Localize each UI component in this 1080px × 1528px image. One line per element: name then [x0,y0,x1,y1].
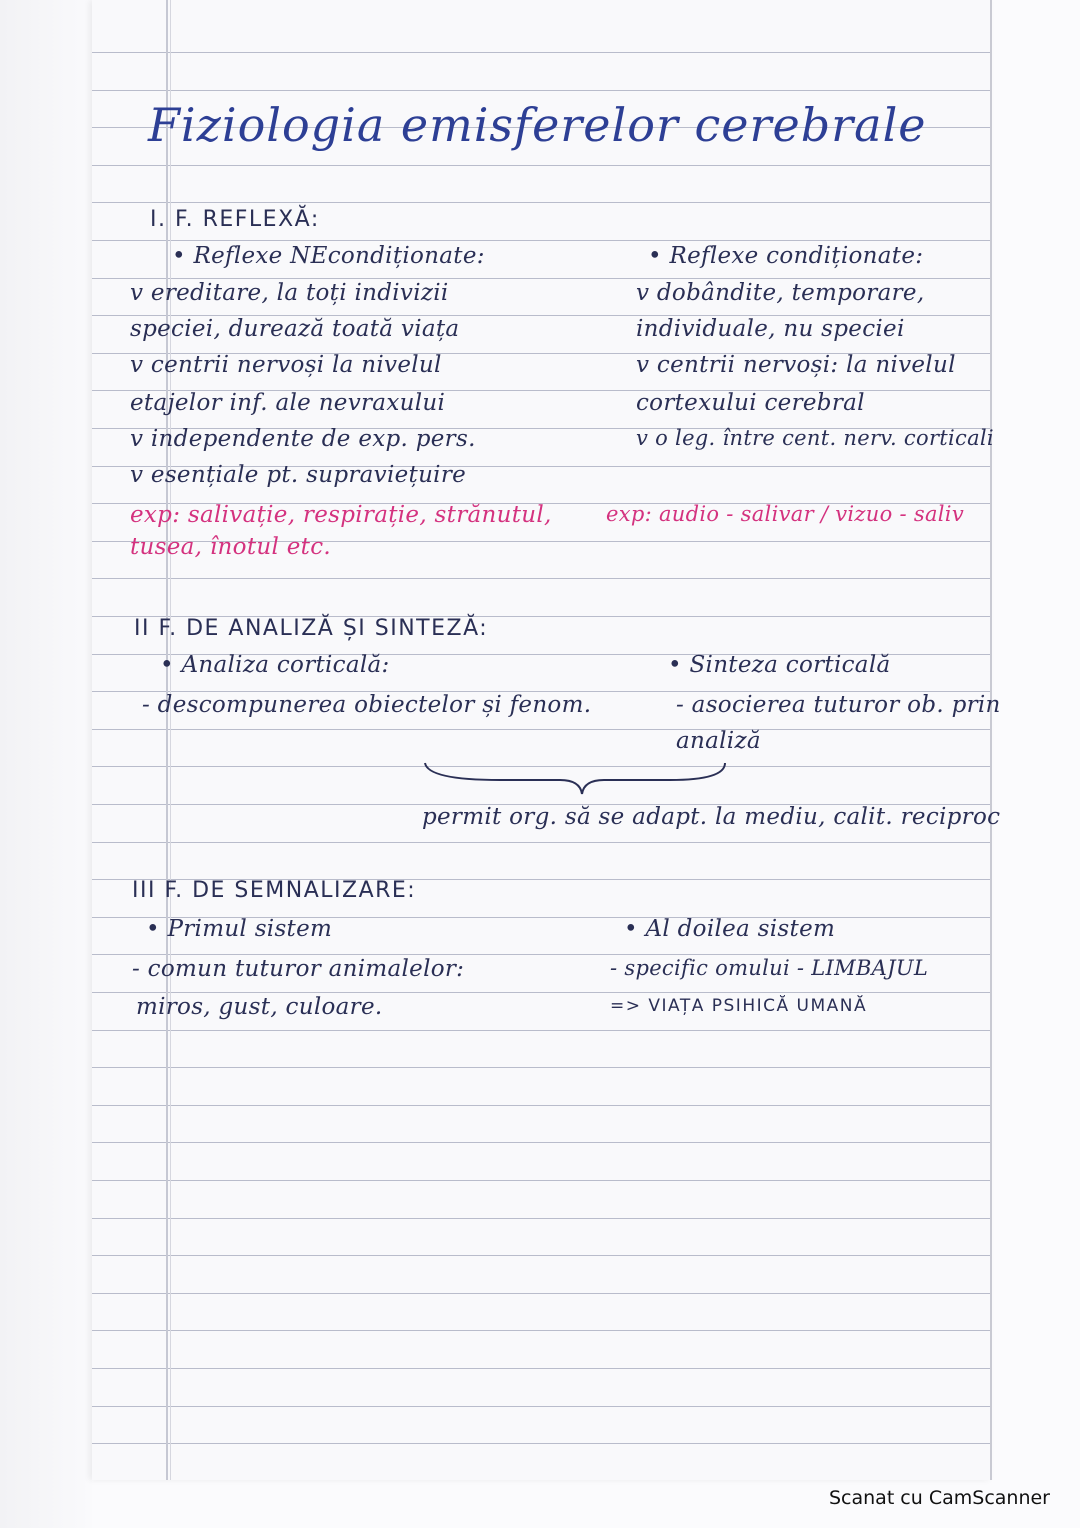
ruled-line [92,240,992,241]
ruled-line [92,1142,992,1143]
section3-right-line: - specific omului - LIMBAJUL [610,956,929,980]
section3-heading: III F. DE SEMNALIZARE: [132,878,417,903]
section3-right-title: • Al doilea sistem [624,916,836,942]
ruled-line [92,90,992,91]
section1-heading: I. F. REFLEXĂ: [150,207,320,232]
section2-right-title: • Sinteza corticală [668,652,891,678]
section1-left-example: tusea, înotul etc. [130,534,331,560]
ruled-line [92,1330,992,1331]
section1-left-line: v ereditare, la toți indivizii [130,280,449,306]
section2-heading: II F. DE ANALIZĂ ȘI SINTEZĂ: [134,616,489,641]
section1-left-line: v independente de exp. pers. [130,426,476,452]
ruled-line [92,1443,992,1444]
ruled-line [92,1180,992,1181]
section1-right-line: v centrii nervoși: la nivelul [636,352,956,378]
section1-left-title: • Reflexe NEcondiționate: [172,243,485,269]
ruled-line [92,992,992,993]
section3-left-title: • Primul sistem [146,916,333,942]
ruled-line [92,578,992,579]
ruled-line [92,202,992,203]
section1-left-line: speciei, durează toată viața [130,316,460,342]
section1-right-line: v o leg. între cent. nerv. corticali [636,426,994,450]
section1-right-line: cortexului cerebral [636,390,865,416]
section2-left-title: • Analiza corticală: [160,652,390,678]
section3-left-line: - comun tuturor animalelor: [132,956,465,982]
section1-left-line: v centrii nervoși la nivelul [130,352,442,378]
ruled-line [92,729,992,730]
section2-left-line: - descompunerea obiectelor și fenom. [142,692,592,718]
section2-right-line: analiză [676,728,761,754]
ruled-line [92,278,992,279]
ruled-line [92,1255,992,1256]
ruled-line [92,165,992,166]
scanner-watermark: Scanat cu CamScanner [828,1487,1050,1509]
ruled-line [92,1030,992,1031]
section2-right-line: - asocierea tuturor ob. prin [676,692,1001,718]
ruled-line [92,1368,992,1369]
section1-right-line: v dobândite, temporare, [636,280,925,306]
ruled-line [92,1406,992,1407]
section1-left-line: etajelor inf. ale nevraxului [130,390,446,416]
section1-left-example: exp: salivație, respirație, strănutul, [130,502,552,528]
section1-right-line: individuale, nu speciei [636,316,905,342]
section2-conclusion: permit org. să se adapt. la mediu, calit. reciproc [422,804,1001,830]
ruled-line [92,954,992,955]
ruled-line [92,1105,992,1106]
section1-left-line: v esențiale pt. supraviețuire [130,462,467,488]
section1-right-example: exp: audio - salivar / vizuo - saliv [606,502,964,526]
page-edge [0,0,92,1528]
ruled-line [92,1218,992,1219]
ruled-line [92,1067,992,1068]
section3-left-line: miros, gust, culoare. [136,994,383,1020]
section1-right-title: • Reflexe condiționate: [648,243,924,269]
curly-brace [420,758,740,798]
ruled-line [92,52,992,53]
right-edge-line [990,0,992,1480]
ruled-line [92,1293,992,1294]
page-title: Fiziologia emisferelor cerebrale [148,98,927,152]
ruled-line [92,842,992,843]
section3-right-line: => VIAȚA PSIHICĂ UMANĂ [610,996,868,1016]
